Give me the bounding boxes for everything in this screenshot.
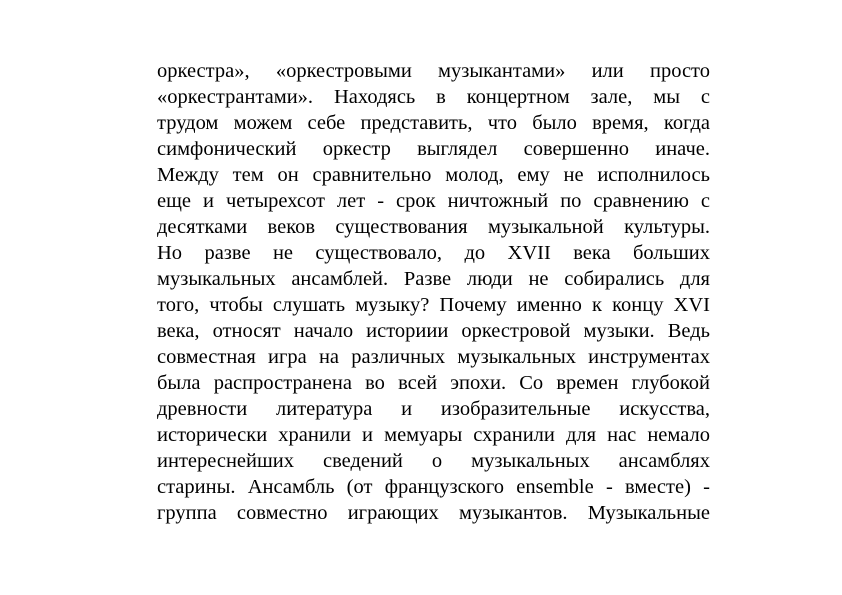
text-line: была распространена во всей эпохи. Со времен глубокой [157,372,710,394]
text-line: десятками веков существования музыкальной культуры. [157,216,710,238]
text-line: трудом можем себе представить, что было время, когда [157,112,710,134]
body-text [157,58,710,526]
text-line: того, чтобы слушать музыку? Почему именно к концу XVI [157,294,710,316]
text-line: «оркестрантами». Находясь в концертном зале, мы с [157,86,710,108]
text-line: Между тем он сравнительно молод, ему не исполнилось [157,164,710,186]
text-line: древности литература и изобразительные искусства, [157,398,710,420]
text-line: исторически хранили и мемуары схранили для нас немало [157,424,710,446]
text-line: группа совместно играющих музыкантов. Музыкальные [157,502,710,524]
text-line: музыкальных ансамблей. Разве люди не собирались для [157,268,710,290]
text-line: Но разве не существовало, до XVII века больших [157,242,710,264]
text-line: еще и четырехсот лет - срок ничтожный по сравнению с [157,190,710,212]
text-line: века, относят начало историии оркестровой музыки. Ведь [157,320,710,342]
text-line: симфонический оркестр выглядел совершенно иначе. [157,138,710,160]
text-line: старины. Ансамбль (от французского ensemble - вместе) - [157,476,710,498]
text-line: интереснейших сведений о музыкальных ансамблях [157,450,710,472]
text-line: совместная игра на различных музыкальных инструментах [157,346,710,368]
text-line: оркестра», «оркестровыми музыкантами» или просто [157,60,710,82]
